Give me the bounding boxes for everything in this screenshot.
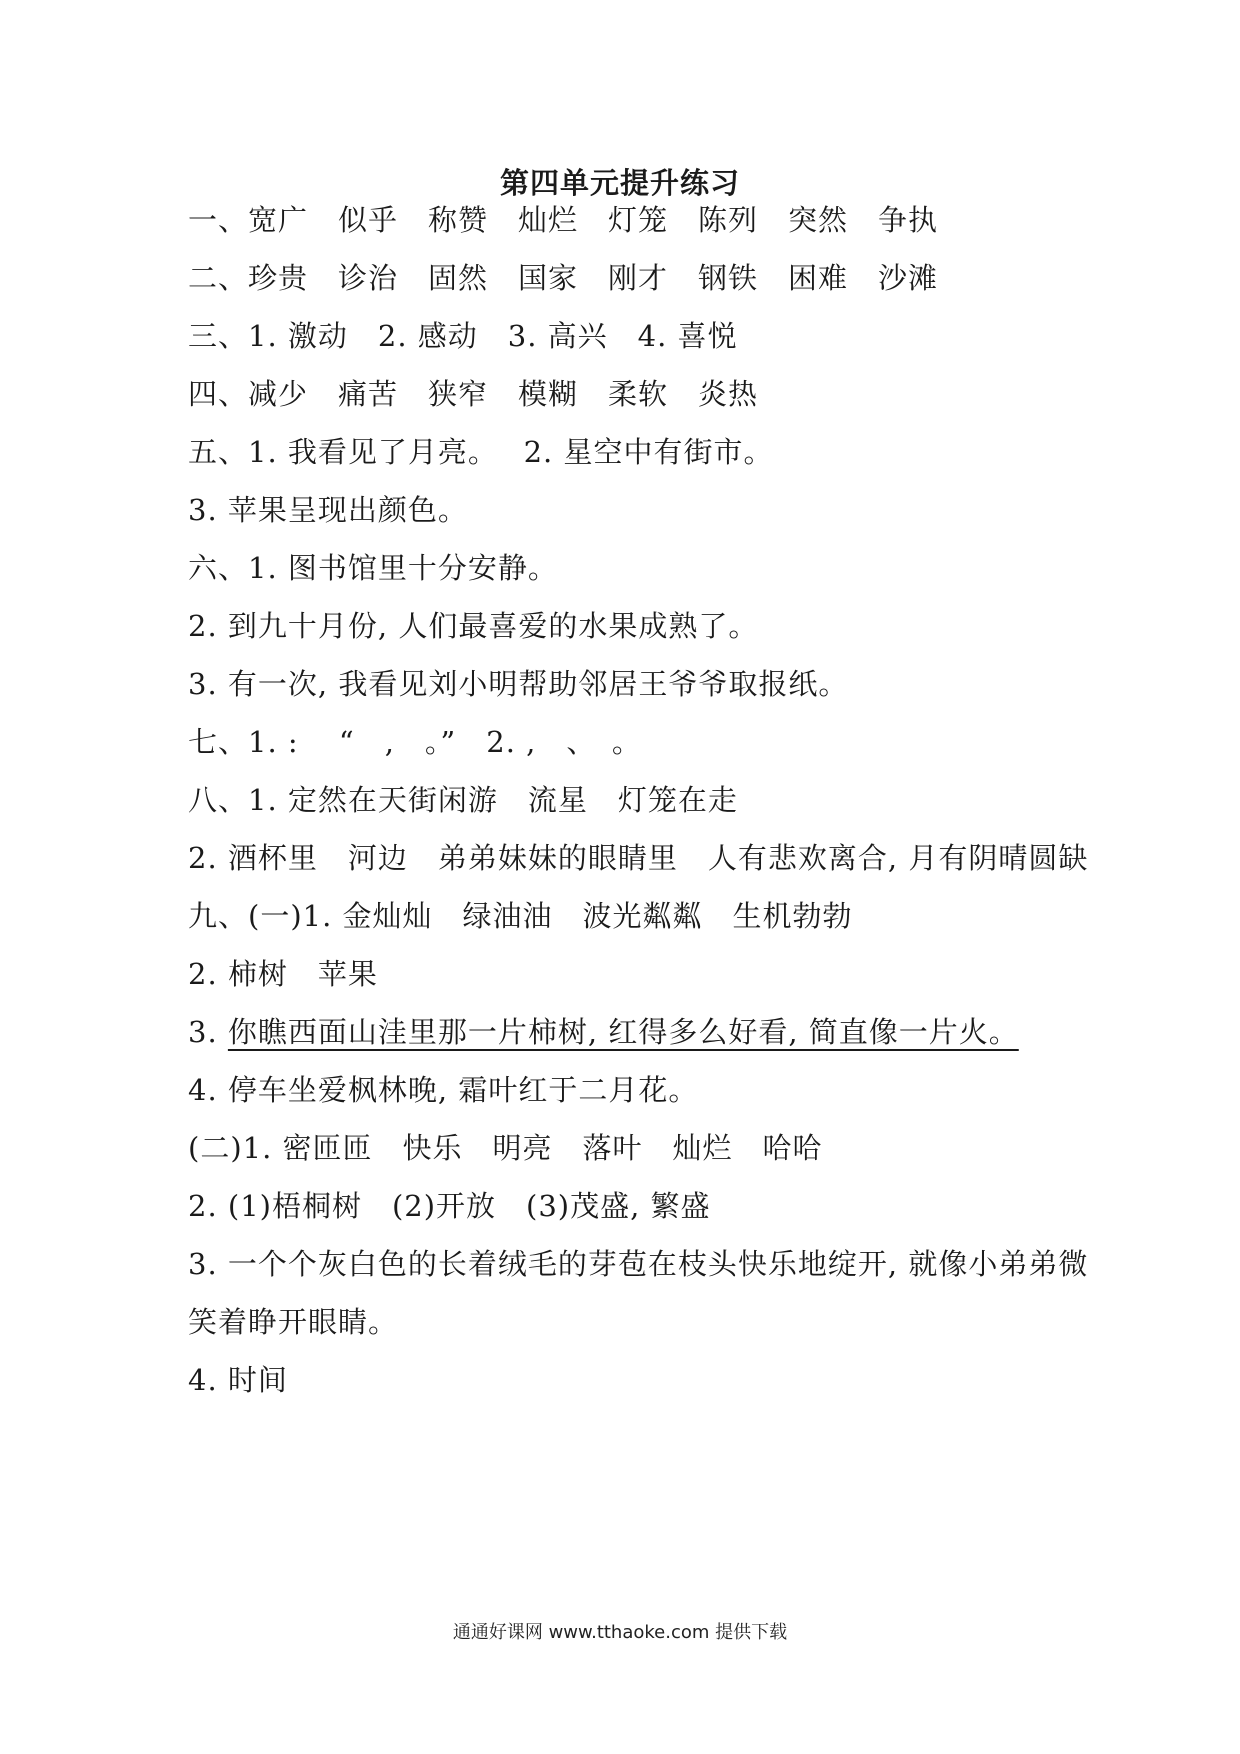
answer-line-8: 2. 到九十月份, 人们最喜爱的水果成熟了。 [188, 609, 759, 643]
answer-line-2: 二、珍贵 诊治 固然 国家 刚才 钢铁 困难 沙滩 [188, 261, 939, 295]
answer-line-7: 六、1. 图书馆里十分安静。 [188, 551, 558, 585]
answer-line-1: 一、宽广 似乎 称赞 灿烂 灯笼 陈列 突然 争执 [188, 203, 939, 237]
answer-line-10: 七、1. : “ , 。” 2. , 、 。 [188, 725, 642, 759]
answer-line-12: 2. 酒杯里 河边 弟弟妹妹的眼睛里 人有悲欢离合, 月有阴晴圆缺 [188, 841, 1089, 875]
answer-line-4: 四、减少 痛苦 狭窄 模糊 柔软 炎热 [188, 377, 759, 411]
answer-line-16: 4. 停车坐爱枫林晚, 霜叶红于二月花。 [188, 1073, 699, 1107]
underlined-sentence: 你瞧西面山洼里那一片柿树, 红得多么好看, 简直像一片火。 [227, 1015, 1019, 1049]
page-title: 第四单元提升练习 [499, 166, 740, 200]
answer-line-18: 2. (1)梧桐树 (2)开放 (3)茂盛, 繁盛 [188, 1189, 711, 1223]
answer-line-15 [188, 1012, 1019, 1052]
answer-line-21: 4. 时间 [188, 1363, 288, 1397]
answer-line-17: (二)1. 密匝匝 快乐 明亮 落叶 灿烂 哈哈 [188, 1131, 823, 1165]
answer-line-6: 3. 苹果呈现出颜色。 [188, 493, 468, 527]
answer-line-13: 九、(一)1. 金灿灿 绿油油 波光粼粼 生机勃勃 [188, 899, 853, 933]
answer-line-5: 五、1. 我看见了月亮。 2. 星空中有街市。 [188, 435, 774, 469]
answer-line-11: 八、1. 定然在天街闲游 流星 灯笼在走 [188, 783, 738, 817]
answer-line-3: 三、1. 激动 2. 感动 3. 高兴 4. 喜悦 [188, 319, 738, 353]
answer-line-9: 3. 有一次, 我看见刘小明帮助邻居王爷爷取报纸。 [188, 667, 849, 701]
answer-line-15-prefix: 3. [188, 1015, 228, 1049]
footer-source: 通通好课网 www.tthaoke.com 提供下载 [452, 1622, 788, 1643]
answer-line-14: 2. 柿树 苹果 [188, 957, 378, 991]
answer-line-20: 笑着睁开眼睛。 [188, 1305, 399, 1339]
answer-line-19: 3. 一个个灰白色的长着绒毛的芽苞在枝头快乐地绽开, 就像小弟弟微 [188, 1247, 1089, 1281]
